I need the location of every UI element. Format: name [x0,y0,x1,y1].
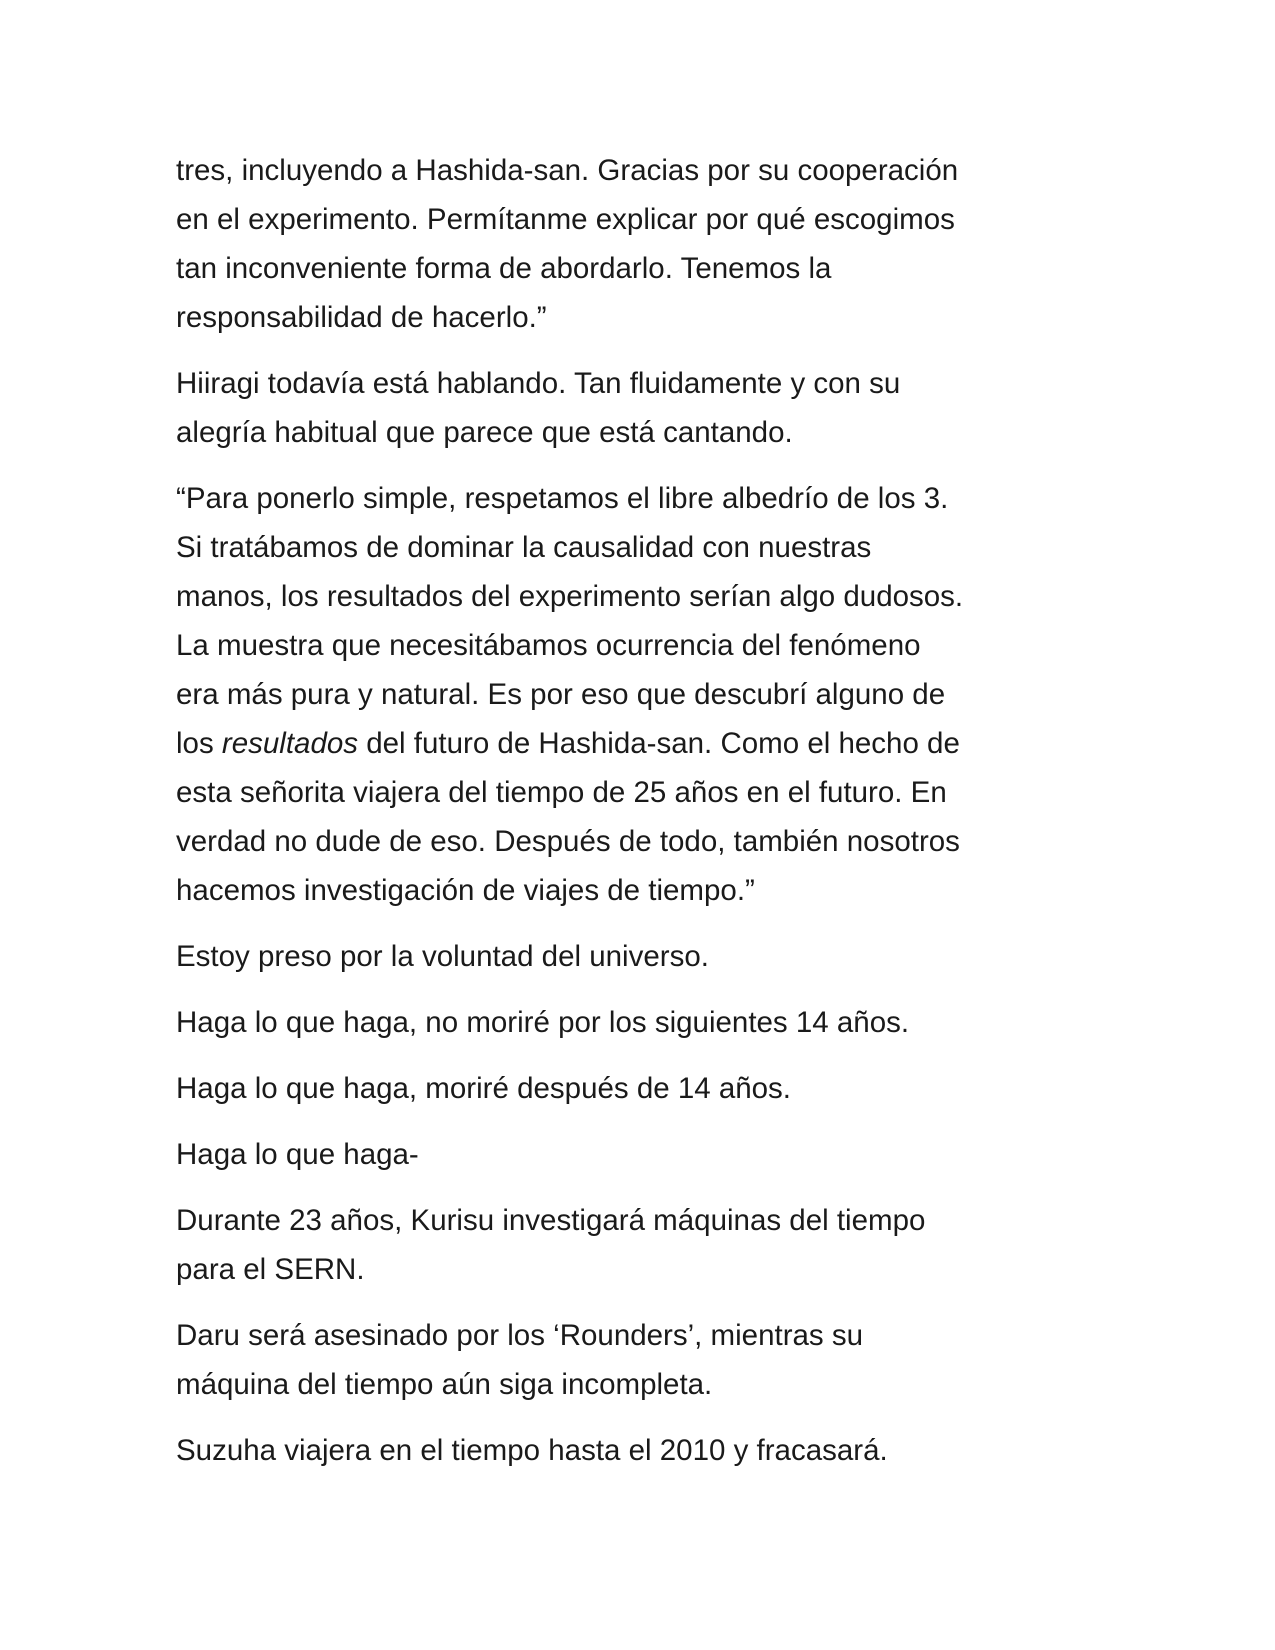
text-line: en el experimento. Permítanme explicar por qué escogimos [176,203,955,236]
paragraph-2 [176,359,1096,457]
text-line-with-italic [176,719,1096,768]
text-segment: del futuro de Hashida-san. Como el hecho de [358,727,960,760]
text-line: era más pura y natural. Es por eso que descubrí alguno de [176,678,946,711]
paragraph-4 [176,932,1096,981]
paragraph-8 [176,1196,1096,1294]
text-line: Suzuha viajera en el tiempo hasta el 2010 y fracasará. [176,1434,888,1467]
text-line: manos, los resultados del experimento serían algo dudosos. [176,580,964,613]
text-line: tres, incluyendo a Hashida-san. Gracias por su cooperación [176,154,959,187]
text-line: responsabilidad de hacerlo.” [176,301,547,334]
text-line: máquina del tiempo aún siga incompleta. [176,1368,713,1401]
text-line: “Para ponerlo simple, respetamos el libre albedrío de los 3. [176,482,949,515]
italic-word: resultados [221,727,359,760]
text-line: Estoy preso por la voluntad del universo. [176,940,709,973]
text-line: alegría habitual que parece que está cantando. [176,416,793,449]
paragraph-5 [176,998,1096,1047]
paragraph-6 [176,1064,1096,1113]
text-line: Haga lo que haga, no moriré por los siguientes 14 años. [176,1006,910,1039]
paragraph-1 [176,146,1096,342]
text-line: para el SERN. [176,1253,365,1286]
text-line: Durante 23 años, Kurisu investigará máquinas del tiempo [176,1204,926,1237]
document-body [176,146,1096,1492]
paragraph-10 [176,1426,1096,1475]
text-line: verdad no dude de eso. Después de todo, también nosotros [176,825,960,858]
text-line: tan inconveniente forma de abordarlo. Tenemos la [176,252,832,285]
text-line: esta señorita viajera del tiempo de 25 años en el futuro. En [176,776,947,809]
text-segment: los [176,727,222,760]
text-line: Hiiragi todavía está hablando. Tan fluidamente y con su [176,367,901,400]
text-line: Daru será asesinado por los ‘Rounders’, mientras su [176,1319,864,1352]
text-line: Haga lo que haga, moriré después de 14 años. [176,1072,792,1105]
paragraph-3 [176,474,1096,915]
text-line: Haga lo que haga- [176,1138,419,1171]
paragraph-9 [176,1311,1096,1409]
paragraph-7 [176,1130,1096,1179]
text-line: La muestra que necesitábamos ocurrencia del fenómeno [176,629,921,662]
text-line: hacemos investigación de viajes de tiempo.” [176,874,755,907]
text-line: Si tratábamos de dominar la causalidad con nuestras [176,531,872,564]
